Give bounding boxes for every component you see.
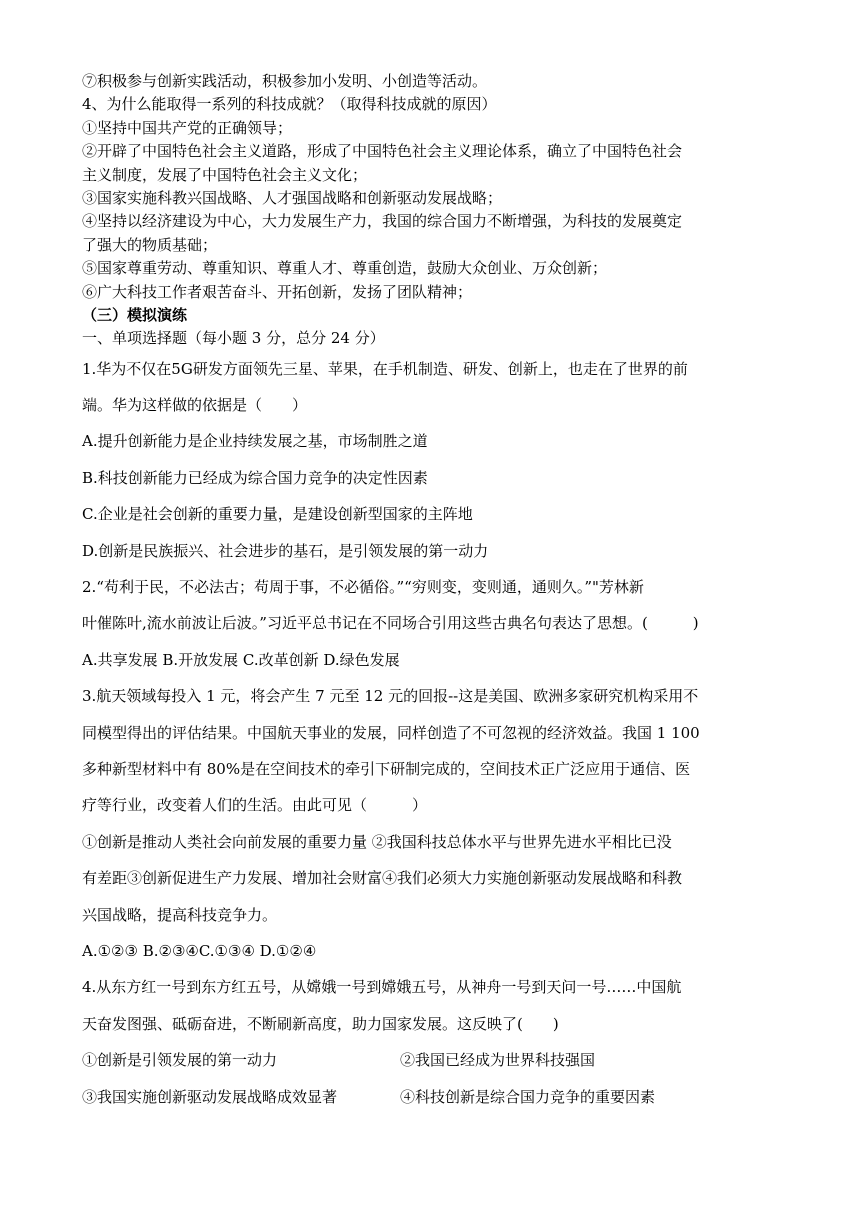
text-line: ⑦积极参与创新实践活动，积极参加小发明、小创造等活动。 bbox=[82, 72, 488, 90]
option-line: D.创新是民族振兴、社会进步的基石，是引领发展的第一动力 bbox=[82, 541, 489, 560]
statement-row bbox=[82, 1042, 782, 1078]
questions-section bbox=[82, 351, 782, 1115]
statement-item: ④科技创新是综合国力竞争的重要因素 bbox=[400, 1087, 656, 1106]
document-page bbox=[82, 70, 782, 1115]
option-line: A.①②③ B.②③④C.①③④ D.①②④ bbox=[82, 941, 317, 960]
option-line: A.共享发展 B.开放发展 C.改革创新 D.绿色发展 bbox=[82, 650, 400, 669]
text-line: 主义制度，发展了中国特色社会主义文化； bbox=[82, 165, 368, 184]
text-line: ⑥广大科技工作者艰苦奋斗、开拓创新，发扬了团队精神； bbox=[82, 282, 473, 301]
text-line: ③国家实施科教兴国战略、人才强国战略和创新驱动发展战略； bbox=[82, 188, 503, 207]
statement-item: ②我国已经成为世界科技强国 bbox=[400, 1051, 596, 1070]
statement-row bbox=[82, 1079, 782, 1115]
section-heading: （三）模拟演练 bbox=[82, 305, 188, 324]
text-line: ②开辟了中国特色社会主义道路，形成了中国特色社会主义理论体系，确立了中国特色社会 bbox=[82, 142, 683, 161]
part-heading: 一、单项选择题（每小题 3 分，总分 24 分） bbox=[82, 329, 385, 348]
question-line: 叶催陈叶,流水前波让后波。”习近平总书记在不同场合引用这些古典名句表达了思想。( ) bbox=[82, 614, 699, 633]
statement-item: ③我国实施创新驱动发展战略成效显著 bbox=[82, 1087, 338, 1106]
question-line: 同模型得出的评估结果。中国航天事业的发展，同样创造了不可忽视的经济效益。我国 1 100 bbox=[82, 723, 700, 742]
statement-line: 有差距③创新促进生产力发展、增加社会财富④我们必须大力实施创新驱动发展战略和科教 bbox=[82, 869, 683, 888]
question-line: 疗等行业，改变着人们的生活。由此可见（ ） bbox=[82, 796, 428, 815]
question-line: 3.航天领域每投入 1 元，将会产生 7 元至 12 元的回报--这是美国、欧洲多家研究机构采用不 bbox=[82, 687, 699, 706]
statement-line: ①创新是推动人类社会向前发展的重要力量 ②我国科技总体水平与世界先进水平相比已没 bbox=[82, 832, 672, 851]
statement-line: 兴国战略，提高科技竞争力。 bbox=[82, 905, 278, 924]
statement-item: ①创新是引领发展的第一动力 bbox=[82, 1051, 278, 1070]
option-line: A.提升创新能力是企业持续发展之基，市场制胜之道 bbox=[82, 432, 428, 451]
question-line: 1.华为不仅在5G研发方面领先三星、苹果，在手机制造、研发、创新上，也走在了世界的前 bbox=[82, 359, 688, 378]
knowledge-section bbox=[82, 70, 782, 304]
question-line: 天奋发图强、砥砺奋进，不断刷新高度，助力国家发展。这反映了( ) bbox=[82, 1014, 559, 1033]
question-line: 多种新型材料中有 80%是在空间技术的牵引下研制完成的，空间技术正广泛应用于通信、医 bbox=[82, 759, 691, 778]
text-line: 4、为什么能取得一系列的科技成就？（取得科技成就的原因） bbox=[82, 95, 497, 114]
question-line: 2.“苟利于民，不必法古；苟周于事，不必循俗。”“穷则变，变则通，通则久。”"芳林新 bbox=[82, 578, 644, 597]
text-line: ①坚持中国共产党的正确领导； bbox=[82, 118, 293, 137]
text-line: 了强大的物质基础； bbox=[82, 235, 218, 254]
text-line: ④坚持以经济建设为中心，大力发展生产力，我国的综合国力不断增强，为科技的发展奠定 bbox=[82, 212, 683, 231]
option-line: B.科技创新能力已经成为综合国力竞争的决定性因素 bbox=[82, 468, 428, 487]
question-line: 端。华为这样做的依据是（ ） bbox=[82, 396, 308, 415]
text-line: ⑤国家尊重劳动、尊重知识、尊重人才、尊重创造，鼓励大众创业、万众创新； bbox=[82, 259, 608, 278]
question-line: 4.从东方红一号到东方红五号，从嫦娥一号到嫦娥五号，从神舟一号到天问一号……中国航 bbox=[82, 978, 682, 997]
option-line: C.企业是社会创新的重要力量，是建设创新型国家的主阵地 bbox=[82, 505, 473, 524]
